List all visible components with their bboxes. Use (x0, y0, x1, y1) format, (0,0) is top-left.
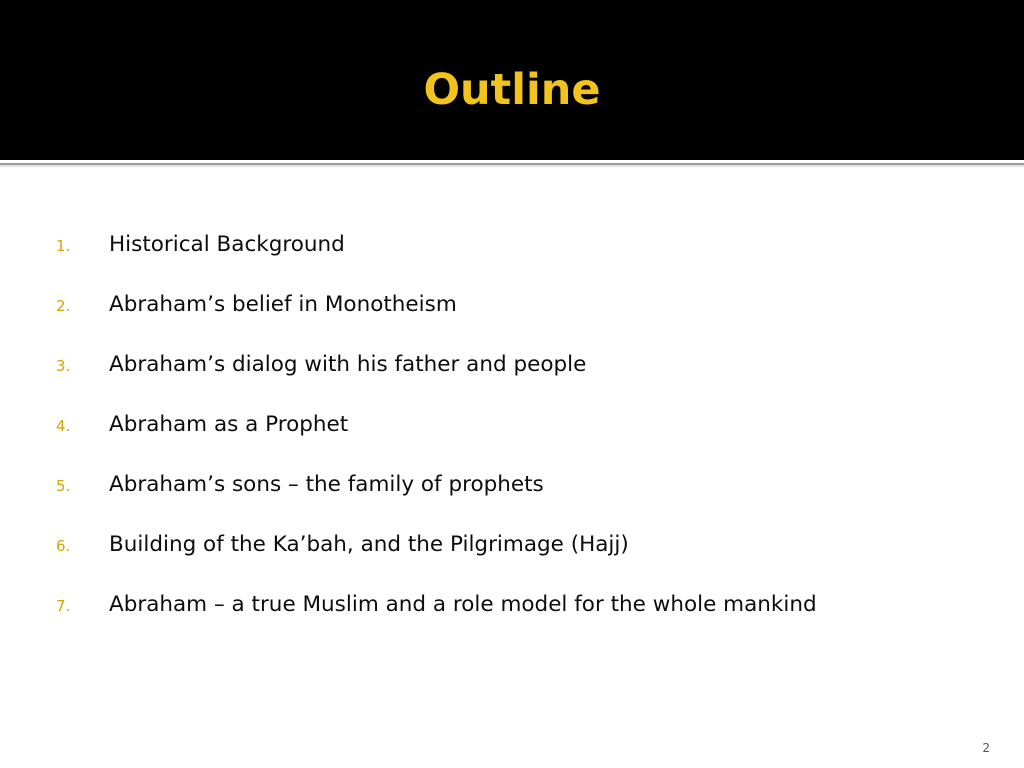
item-text: Building of the Ka’bah, and the Pilgrimage (Hajj) (109, 532, 629, 557)
title-band (0, 0, 1024, 160)
item-number: 1. (56, 237, 71, 255)
slide-title: Outline (423, 65, 601, 115)
item-text: Abraham’s dialog with his father and people (109, 352, 587, 377)
outline-item-5 (56, 469, 996, 501)
item-number: 3. (56, 357, 71, 375)
outline-item-2 (56, 289, 996, 321)
item-number: 5. (56, 477, 71, 495)
item-text: Abraham’s sons – the family of prophets (109, 472, 544, 497)
outline-item-6 (56, 529, 996, 561)
item-number: 6. (56, 537, 71, 555)
outline-item-7 (56, 589, 996, 621)
outline-item-1 (56, 229, 996, 261)
item-text: Historical Background (109, 232, 345, 257)
item-text: Abraham’s belief in Monotheism (109, 292, 457, 317)
item-text: Abraham as a Prophet (109, 412, 349, 437)
page-number: 2 (982, 741, 990, 755)
outline-item-4 (56, 409, 996, 441)
title-divider-shadow (0, 165, 1024, 168)
outline-item-3 (56, 349, 996, 381)
item-text: Abraham – a true Muslim and a role model for the whole mankind (109, 592, 817, 617)
item-number: 2. (56, 297, 71, 315)
item-number: 4. (56, 417, 71, 435)
item-number: 7. (56, 597, 71, 615)
